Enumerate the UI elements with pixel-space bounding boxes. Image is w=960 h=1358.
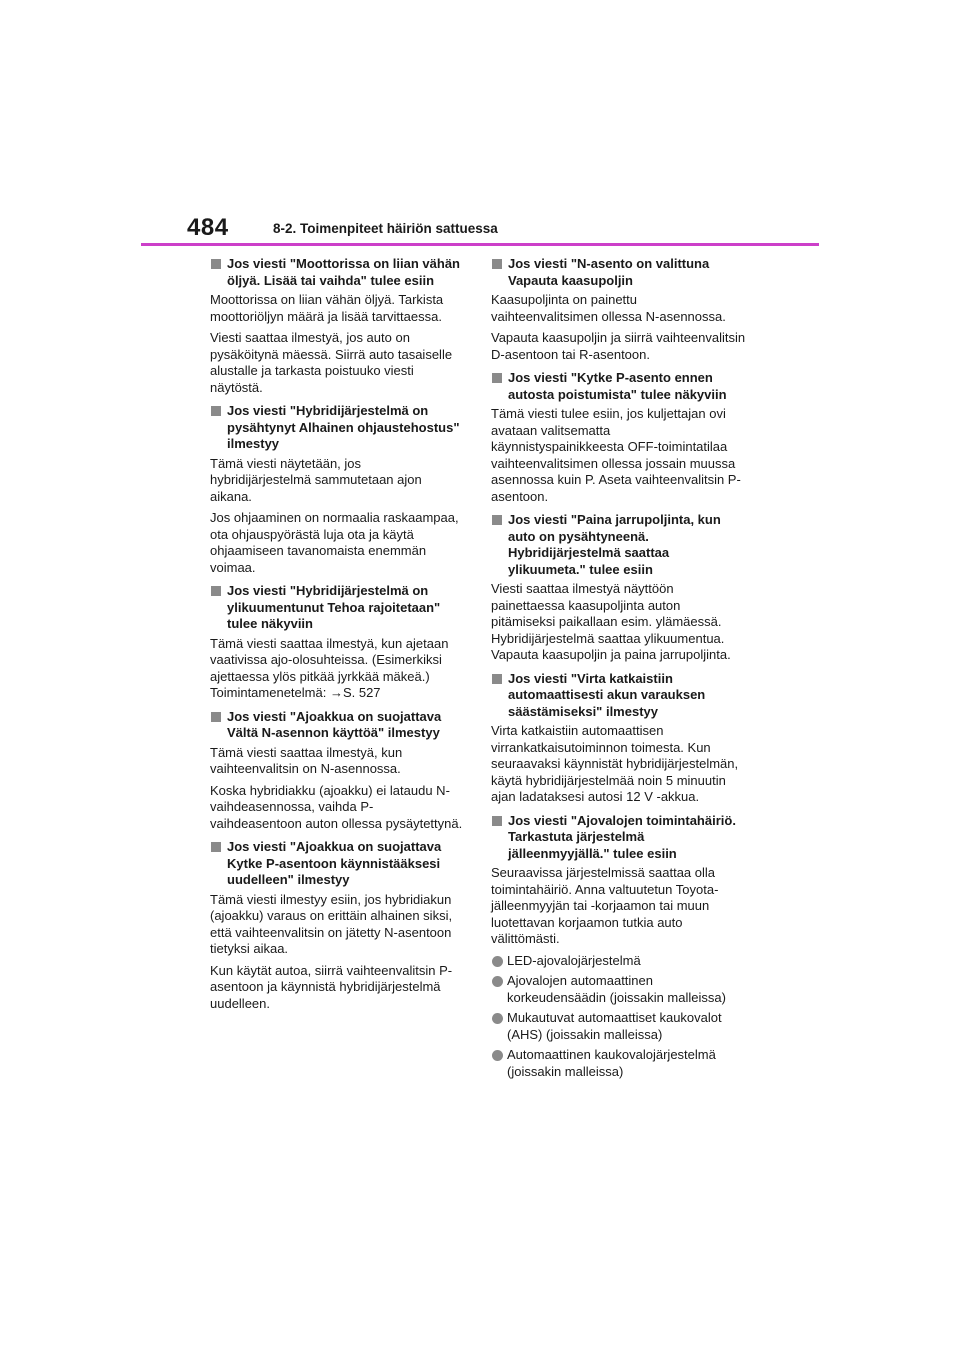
- square-bullet-icon: [211, 259, 221, 269]
- section-hybrid-overheated: [210, 583, 465, 702]
- section-n-position: [491, 256, 746, 363]
- square-bullet-icon: [211, 586, 221, 596]
- section-heading: Jos viesti "Ajoakkua on suojattava Vältä N-asennon käyttöä" ilmestyy: [210, 709, 465, 742]
- body-paragraph: Kun käytät autoa, siirrä vaihteenvalitsin P-asentoon ja käynnistä hybridijärjestelmä uudelleen.: [210, 962, 453, 1011]
- body-paragraph: Vapauta kaasupoljin ja siirrä vaihteenvalitsin D-asentoon tai R-asentoon.: [491, 330, 746, 362]
- body-paragraph: Koska hybridiakku (ajoakku) ei lataudu N-vaihdeasennossa, vaihda P-vaihdeasentoon auton ollessa pysäytettynä.: [210, 782, 463, 831]
- section-headlight-malfunction: [491, 813, 746, 1081]
- left-column: [210, 256, 465, 1017]
- round-bullet-icon: [492, 1013, 503, 1024]
- section-heading: Jos viesti "Virta katkaistiin automaattisesti akun varauksen säästämiseksi" ilmestyy: [491, 671, 746, 721]
- chapter-title: 8-2. Toimenpiteet häiriön sattuessa: [273, 221, 498, 236]
- section-battery-avoid-n: [210, 709, 465, 833]
- section-power-auto-off: [491, 671, 746, 806]
- body-paragraph: Jos ohjaaminen on normaalia raskaampaa, ota ohjauspyörästä luja ota ja käytä ohjaamiseen tavanomaista enemmän voimaa.: [210, 510, 459, 575]
- body-paragraph: Tämä viesti ilmestyy esiin, jos hybridiakun (ajoakku) varaus on erittäin alhainen siksi, että vaihteenvalitsin on jätetty N-asentoon tietyksi aikaa.: [210, 891, 453, 956]
- list-item: LED-ajovalojärjestelmä: [491, 953, 746, 970]
- square-bullet-icon: [211, 712, 221, 722]
- square-bullet-icon: [211, 406, 221, 416]
- section-heading: Jos viesti "Ajoakkua on suojattava Kytke P-asentoon käynnistääksesi uudelleen" ilmestyy: [210, 839, 465, 889]
- body-paragraph: Virta katkaistiin automaattisen virrankatkaisutoiminnon toimesta. Kun seuraavaksi käynnistät hybridijärjestelmän, käytä hybridijärjestelmää noin 5 minuutin ajan ladataksesi autosi 12 V -akkua.: [491, 723, 739, 804]
- section-heading: Jos viesti "Paina jarrupoljinta, kun auto on pysähtyneenä. Hybridijärjestelmä saattaa ylikuumeta." tulee esiin: [491, 512, 746, 578]
- body-paragraph: Viesti saattaa ilmestyä, jos auto on pysäköitynä mäessä. Siirrä auto tasaiselle alustalle ja tarkasta poistuuko viesti näytöstä.: [210, 330, 453, 395]
- body-paragraph: Kaasupoljinta on painettu vaihteenvalitsimen ollessa N-asennossa.: [491, 292, 726, 324]
- list-item: Ajovalojen automaattinen korkeudensäädin (joissakin malleissa): [491, 973, 746, 1006]
- list-item: Automaattinen kaukovalojärjestelmä (joissakin malleissa): [491, 1047, 746, 1080]
- section-shift-p-before-exit: [491, 370, 746, 505]
- body-paragraph: Viesti saattaa ilmestyä näyttöön painettaessa kaasupoljinta auton pitämiseksi paikallaan esim. ylämäessä. Hybridijärjestelmä saattaa ylikuumentua. Vapauta kaasupoljin ja paina jarrupoljinta.: [491, 581, 731, 662]
- body-paragraph: Tämä viesti saattaa ilmestyä, kun ajetaan vaativissa ajo-olosuhteissa. (Esimerkiksi ajettaessa ylös pitkää jyrkkää mäkeä.) Toimintamenetelmä: →S. 527: [210, 635, 449, 700]
- body-paragraph: Tämä viesti saattaa ilmestyä, kun vaihteenvalitsin on N-asennossa.: [210, 744, 403, 776]
- section-press-brake: [491, 512, 746, 664]
- page-header: [187, 212, 819, 246]
- square-bullet-icon: [492, 816, 502, 826]
- square-bullet-icon: [492, 259, 502, 269]
- square-bullet-icon: [492, 373, 502, 383]
- list-item: Mukautuvat automaattiset kaukovalot (AHS) (joissakin malleissa): [491, 1010, 746, 1043]
- round-bullet-icon: [492, 1050, 503, 1061]
- section-heading: Jos viesti "N-asento on valittuna Vapauta kaasupoljin: [491, 256, 746, 289]
- body-paragraph: Moottorissa on liian vähän öljyä. Tarkista moottoriöljyn määrä ja lisää tarvittaessa.: [210, 292, 444, 324]
- round-bullet-icon: [492, 956, 503, 967]
- section-heading: Jos viesti "Ajovalojen toimintahäiriö. Tarkastuta järjestelmä jälleenmyyjällä." tulee esiin: [491, 813, 746, 863]
- page-number: 484: [187, 214, 229, 241]
- section-heading: Jos viesti "Hybridijärjestelmä on ylikuumentunut Tehoa rajoitetaan" tulee näkyviin: [210, 583, 465, 633]
- square-bullet-icon: [211, 842, 221, 852]
- right-column: [491, 256, 746, 1084]
- round-bullet-icon: [492, 976, 503, 987]
- section-hybrid-stopped: [210, 403, 465, 576]
- section-heading: Jos viesti "Moottorissa on liian vähän öljyä. Lisää tai vaihda" tulee esiin: [210, 256, 465, 289]
- section-heading: Jos viesti "Kytke P-asento ennen autosta poistumista" tulee näkyviin: [491, 370, 746, 403]
- body-paragraph: Tämä viesti tulee esiin, jos kuljettajan ovi avataan valitsematta käynnistyspainikkeesta OFF-toimintatilaa vaihteenvalitsimen ollessa jossain muussa asennossa kuin P. Aseta vaihteenvalitsin P-asentoon.: [491, 406, 741, 504]
- square-bullet-icon: [492, 515, 502, 525]
- section-low-oil: [210, 256, 465, 396]
- body-paragraph: Seuraavissa järjestelmissä saattaa olla toimintahäiriö. Anna valtuutetun Toyota-jälleenmyyjän tai -korjaamon tai muun luotettavan korjaamon tutkia auto välittömästi.: [491, 865, 719, 946]
- section-heading: Jos viesti "Hybridijärjestelmä on pysähtynyt Alhainen ohjaustehostus" ilmestyy: [210, 403, 465, 453]
- section-battery-shift-p: [210, 839, 465, 1012]
- body-paragraph: Tämä viesti näytetään, jos hybridijärjestelmä sammutetaan ajon aikana.: [210, 455, 422, 504]
- square-bullet-icon: [492, 674, 502, 684]
- header-divider: [141, 243, 819, 246]
